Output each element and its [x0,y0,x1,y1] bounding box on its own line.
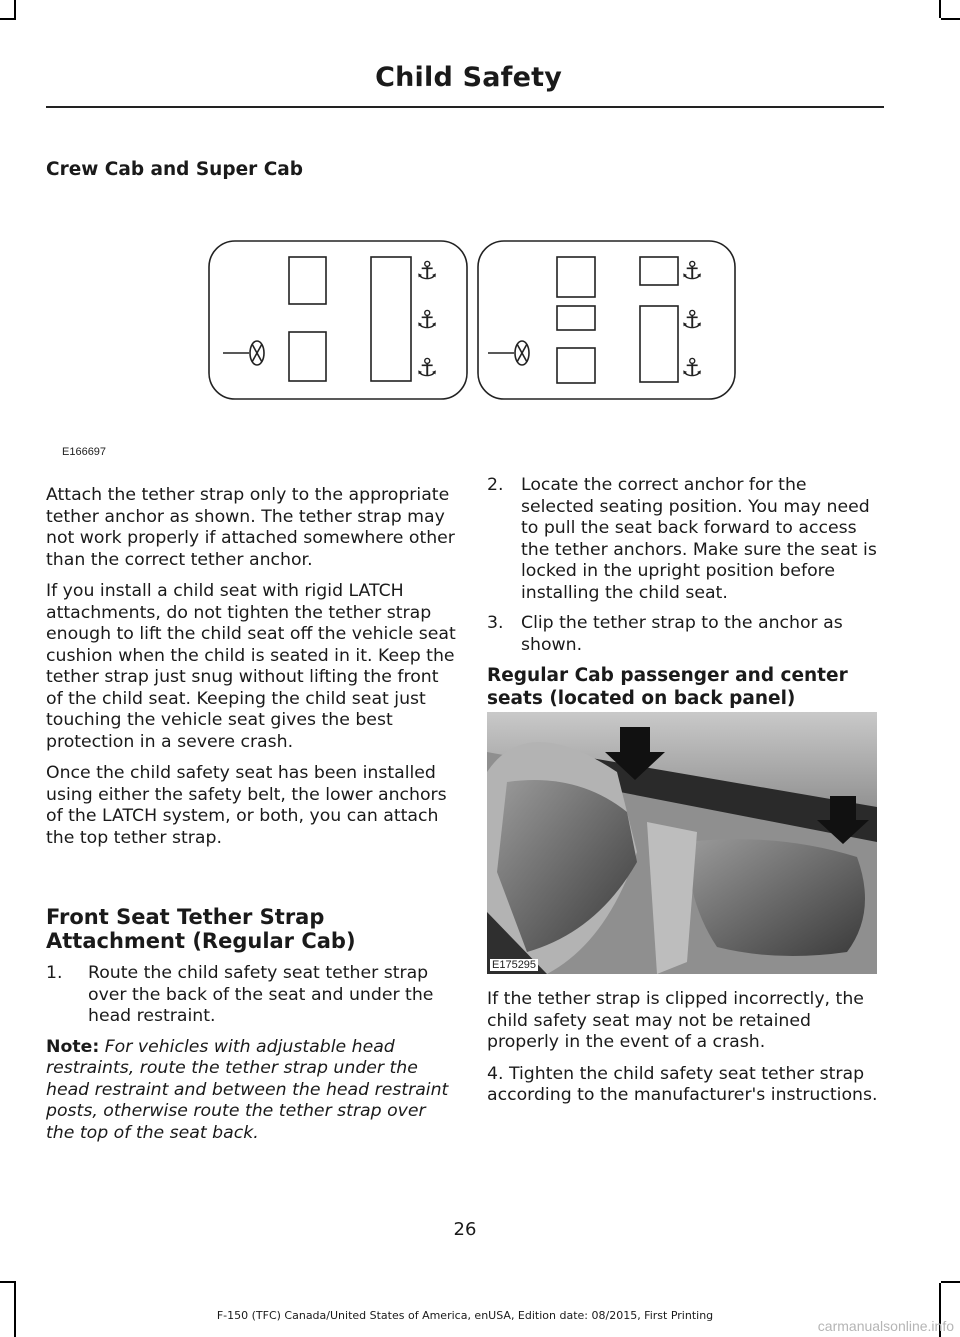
seat [289,332,326,381]
crop-mark [0,18,16,20]
list-item [487,475,882,604]
figure-code: E175295 [492,959,537,971]
seat [557,348,595,383]
paragraph: Once the child safety seat has been installed using either the safety belt, the lower anchors of the LATCH system, or both, you can attach the top tether strap. [46,763,447,848]
tether-anchor-diagram [205,236,740,404]
watermark: carmanualsonline.info [817,1318,954,1334]
note-text: For vehicles with adjustable head restraints, route the tether strap under the head restraint and between the head restraint posts, otherwise route the tether strap over the top of the seat back. [46,1036,449,1143]
seat [557,257,595,297]
anchor-icon: ⚓ [415,305,439,334]
anchor-icon: ⚓ [415,256,439,285]
paragraph: Attach the tether strap only to the appropriate tether anchor as shown. The tether strap may not work properly if attached somewhere other than the correct tether anchor. [46,485,455,570]
section-heading: Front Seat Tether Strap Attachment (Regular Cab) [46,905,356,953]
seat [289,257,326,304]
seat [640,257,678,285]
list-item [46,963,456,1028]
left-column [46,485,456,859]
crop-mark [14,0,16,18]
figure-code: E166697 [62,446,107,458]
page-title: Child Safety [375,62,562,93]
list-number: 1. [46,963,63,983]
paragraph: If the tether strap is clipped incorrectly, the child safety seat may not be retained properly in the event of a crash. [487,989,864,1052]
crop-mark [941,18,960,20]
crop-mark [939,0,941,18]
steering-wheel-icon [488,341,529,365]
right-column-text [487,989,882,1117]
page-number: 26 [453,1219,477,1240]
crop-mark [941,1281,960,1283]
footer-text: F-150 (TFC) Canada/United States of America, enUSA, Edition date: 08/2015, First Printing [216,1309,714,1322]
anchor-icon: ⚓ [680,305,704,334]
tether-anchor-photo [487,712,877,974]
note [46,1037,456,1145]
anchor-icon: ⚓ [415,353,439,382]
section-heading: Crew Cab and Super Cab [46,159,304,180]
list-number: 2. [487,475,504,495]
right-column [487,475,882,665]
seat [557,306,595,330]
steering-wheel-icon [223,341,264,365]
header-rule [46,106,884,108]
anchor-icon: ⚓ [680,256,704,285]
seat [640,306,678,382]
seat [371,257,411,381]
left-column-steps [46,963,456,1154]
anchor-icon: ⚓ [680,353,704,382]
list-number: 3. [487,613,504,633]
paragraph: If you install a child seat with rigid LATCH attachments, do not tighten the tether strap enough to lift the child seat off the vehicle seat cushion when the child is seated in it. Keep the tether strap just snug without lifting the front of the child seat. Keeping the child seat just touching the vehicle seat gives the best protection in a severe crash. [46,581,456,752]
list-text: Locate the correct anchor for the selected seating position. You may need to pull the seat back forward to access the tether anchors. Make sure the seat is locked in the upright position before installing the child seat. [521,475,877,603]
section-heading: Regular Cab passenger and center seats (located on back panel) [487,665,848,709]
note-label: Note: [46,1036,100,1057]
paragraph: 4. Tighten the child safety seat tether strap according to the manufacturer's instructions. [487,1063,878,1105]
list-text: Clip the tether strap to the anchor as shown. [521,613,843,655]
list-text: Route the child safety seat tether strap over the back of the seat and under the head restraint. [88,963,434,1026]
list-item [487,613,882,656]
crop-mark [0,1281,16,1283]
